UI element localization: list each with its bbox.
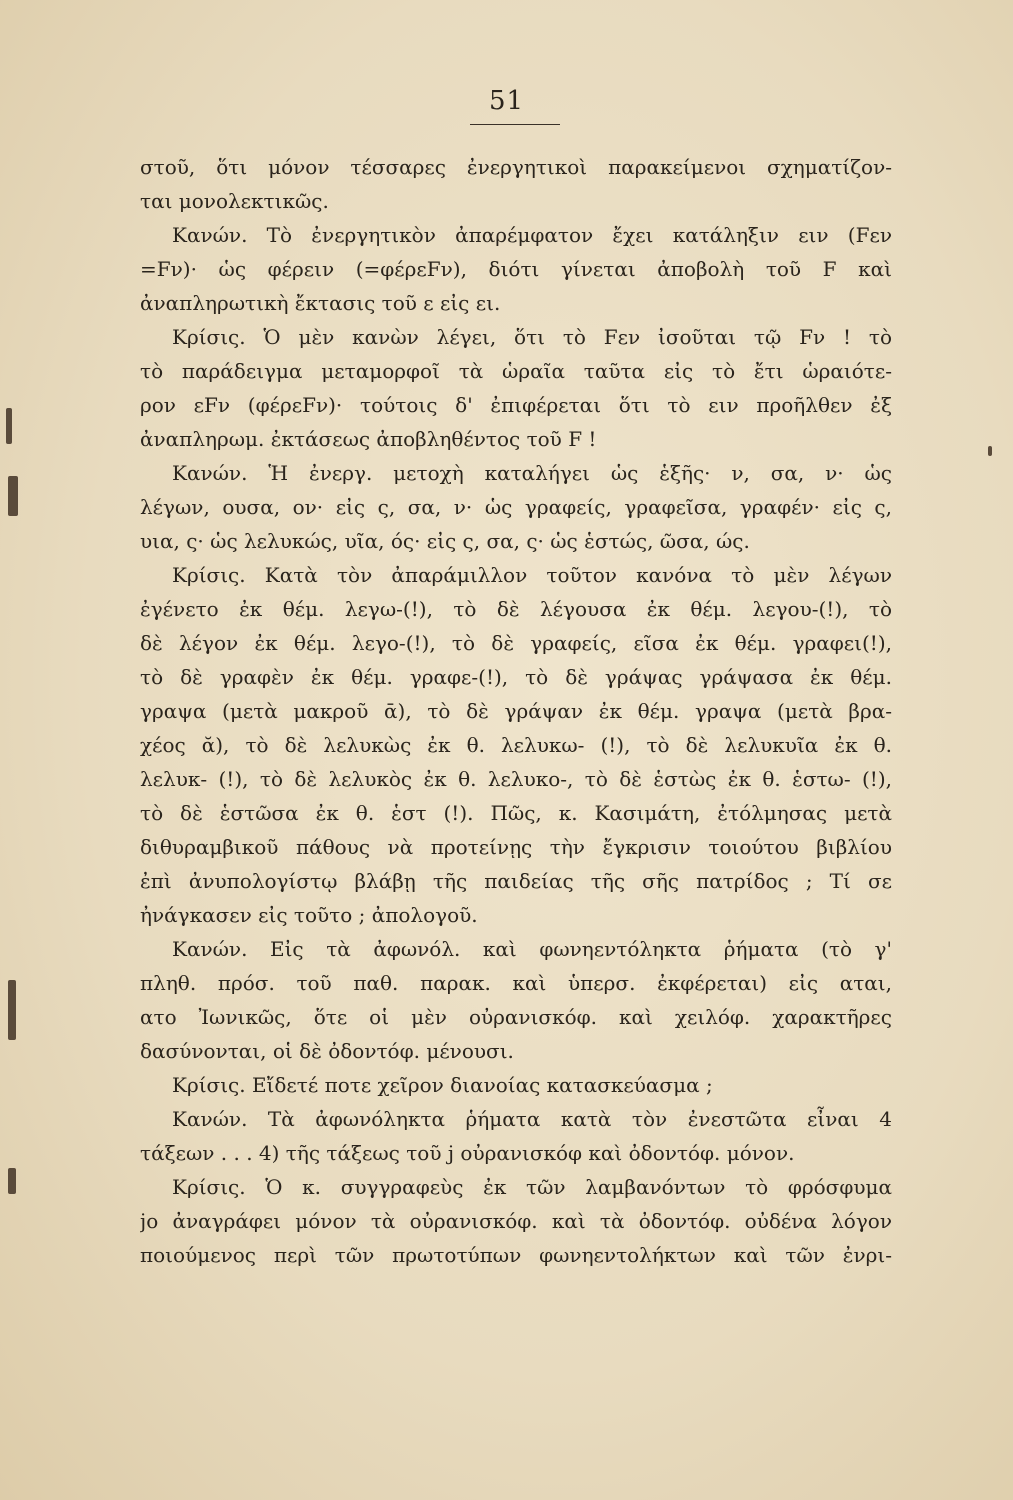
text-line: ἐγένετο ἐκ θέμ. λεγω-(!), τὸ δὲ λέγουσα ἐκ θέμ. λεγου-(!), τὸ [140, 597, 892, 621]
text-line: Κρίσις. Κατὰ τὸν ἀπαράμιλλον τοῦτον κανόνα τὸ μὲν λέγων [172, 563, 892, 587]
text-line: ατο Ἰωνικῶς, ὅτε οἱ μὲν οὐρανισκόφ. καὶ χειλόφ. χαρακτῆρες [140, 1005, 892, 1029]
text-line: ἐπὶ ἀνυπολογίστῳ βλάβῃ τῆς παιδείας τῆς σῆς πατρίδος ; Τί σε [140, 869, 892, 893]
text-line: τὸ δὲ ἑστῶσα ἐκ θ. ἑστ (!). Πῶς, κ. Κασιμάτη, ἐτόλμησας μετὰ [140, 801, 892, 825]
text-line: δὲ λέγον ἐκ θέμ. λεγο-(!), τὸ δὲ γραφείς, εῖσα ἐκ θέμ. γραφει(!), [140, 631, 892, 655]
text-line: Κανών. Ἡ ἐνεργ. μετοχὴ καταλήγει ὡς ἑξῆς· ν, σα, ν· ὡς [172, 461, 892, 485]
text-line: τὸ δὲ γραφὲν ἐκ θέμ. γραφε-(!), τὸ δὲ γράψας γράψασα ἐκ θέμ. [140, 665, 892, 689]
margin-mark [8, 980, 16, 1040]
text-line: ἀναπληρωτικὴ ἔκτασις τοῦ ε εἰς ει. [140, 291, 501, 315]
text-line: Κανών. Εἰς τὰ ἀφωνόλ. καὶ φωνηεντόληκτα ῥήματα (τὸ γ' [172, 937, 892, 961]
text-line: ται μονολεκτικῶς. [140, 189, 329, 213]
text-line: τὸ παράδειγμα μεταμορφοῖ τὰ ὡραῖα ταῦτα εἰς τὸ ἔτι ὡραιότε- [140, 359, 892, 383]
text-line: ἠνάγκασεν εἰς τοῦτο ; ἀπολογοῦ. [140, 903, 478, 927]
page-number: 51 [488, 86, 525, 116]
text-line: λελυκ- (!), τὸ δὲ λελυκὸς ἐκ θ. λελυκο-, τὸ δὲ ἑστὼς ἐκ θ. ἑστω- (!), [140, 767, 892, 791]
text-line: Κανών. Τὸ ἐνεργητικὸν ἀπαρέμφατον ἔχει κατάληξιν ειν (Fεν [172, 223, 892, 247]
text-line: χέος ᾰ), τὸ δὲ λελυκὼς ἐκ θ. λελυκω- (!), τὸ δὲ λελυκυῖα ἐκ θ. [140, 733, 892, 757]
text-line: ρον εFν (φέρεFν)· τούτοις δ' ἐπιφέρεται ὅτι τὸ ειν προῆλθεν ἐξ [140, 393, 892, 417]
text-line: γραψα (μετὰ μακροῦ ᾱ), τὸ δὲ γράψαν ἐκ θέμ. γραψα (μετὰ βρα- [140, 699, 892, 723]
text-line: λέγων, ουσα, ον· εἰς ς, σα, ν· ὡς γραφείς, γραφεῖσα, γραφέν· εἰς ς, [140, 495, 892, 519]
body-text [140, 150, 892, 1272]
text-line: Κρίσις. Ὁ κ. συγγραφεὺς ἐκ τῶν λαμβανόντων τὸ φρόσφυμα [172, 1175, 892, 1199]
header-rule [470, 124, 560, 125]
margin-mark [8, 1168, 16, 1194]
text-line: τάξεων . . . 4) τῆς τάξεως τοῦ j οὐρανισκόφ καὶ ὀδοντόφ. μόνον. [140, 1141, 795, 1165]
text-line: =Fν)· ὡς φέρειν (=φέρεFν), διότι γίνεται ἀποβολὴ τοῦ F καὶ [140, 257, 892, 281]
margin-mark [6, 408, 12, 444]
text-line: Κρίσις. Εἴδετέ ποτε χεῖρον διανοίας κατασκεύασμα ; [172, 1073, 713, 1097]
text-line: ποιούμενος περὶ τῶν πρωτοτύπων φωνηεντολήκτων καὶ τῶν ἐνρι- [140, 1243, 892, 1267]
text-line: πληθ. πρόσ. τοῦ παθ. παρακ. καὶ ὑπερσ. ἐκφέρεται) εἰς αται, [140, 971, 892, 995]
text-line: υια, ς· ὡς λελυκώς, υῖα, ός· εἰς ς, σα, ς· ὡς ἑστώς, ῶσα, ώς. [140, 529, 750, 553]
text-line: στοῦ, ὅτι μόνον τέσσαρες ἐνεργητικοὶ παρακείμενοι σχηματίζον- [140, 155, 892, 179]
text-line: διθυραμβικοῦ πάθους νὰ προτείνῃς τὴν ἔγκρισιν τοιούτου βιβλίου [140, 835, 892, 859]
text-line: ἀναπληρωμ. ἐκτάσεως ἀποβληθέντος τοῦ F ! [140, 427, 597, 451]
margin-mark [988, 446, 992, 456]
text-line: Κρίσις. Ὁ μὲν κανὼν λέγει, ὅτι τὸ Fεν ἰσοῦται τῷ Fν ! τὸ [172, 325, 892, 349]
text-line: δασύνονται, οἱ δὲ ὀδοντόφ. μένουσι. [140, 1039, 514, 1063]
margin-mark [8, 476, 18, 516]
text-line: jo ἀναγράφει μόνον τὰ οὐρανισκόφ. καὶ τὰ ὀδοντόφ. οὐδένα λόγον [140, 1209, 892, 1233]
text-line: Κανών. Τὰ ἀφωνόληκτα ῥήματα κατὰ τὸν ἐνεστῶτα εἶναι 4 [172, 1107, 892, 1131]
